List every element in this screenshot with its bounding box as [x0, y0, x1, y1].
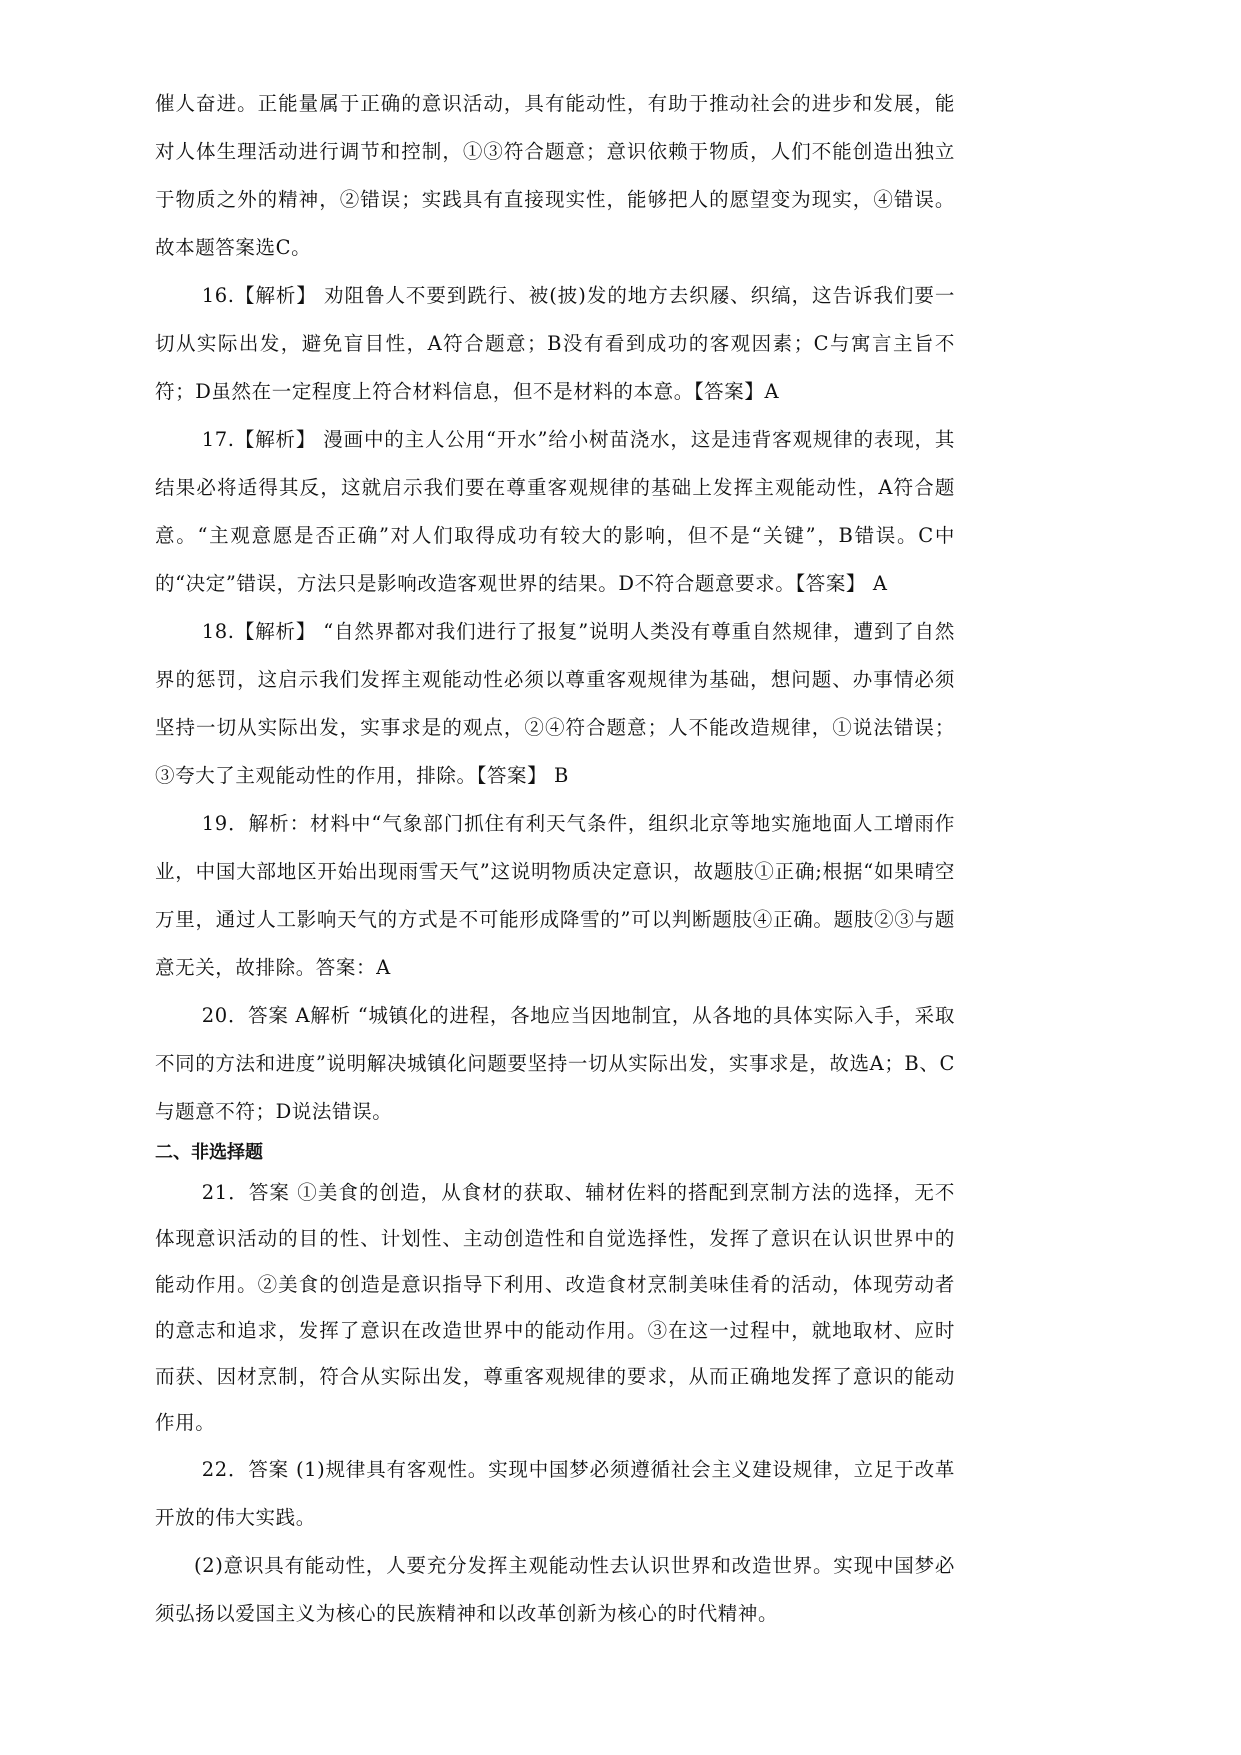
answer-15-continuation: 催人奋进。正能量属于正确的意识活动，具有能动性，有助于推动社会的进步和发展，能对人体生理活动进行调节和控制，①③符合题意；意识依赖于物质，人们不能创造出独立于物质之外的精神，②错误；实践具有直接现实性，能够把人的愿望变为现实，④错误。故本题答案选C。 — [155, 92, 955, 259]
answer-22-part-2: (2)意识具有能动性，人要充分发挥主观能动性去认识世界和改造世界。实现中国梦必须弘扬以爱国主义为核心的民族精神和以改革创新为核心的时代精神。 — [155, 1554, 955, 1625]
answer-18: 18.【解析】 “自然界都对我们进行了报复”说明人类没有尊重自然规律，遭到了自然界的惩罚，这启示我们发挥主观能动性必须以尊重客观规律为基础，想问题、办事情必须坚持一切从实际出发，实事求是的观点，②④符合题意；人不能改造规律，①说法错误；③夸大了主观能动性的作用，排除。【答案】 B — [155, 620, 955, 787]
answer-22-part-1: 22．答案 (1)规律具有客观性。实现中国梦必须遵循社会主义建设规律，立足于改革开放的伟大实践。 — [155, 1458, 955, 1529]
answer-21: 21．答案 ①美食的创造，从食材的获取、辅材佐料的搭配到烹制方法的选择，无不体现意识活动的目的性、计划性、主动创造性和自觉选择性，发挥了意识在认识世界中的能动作用。②美食的创造是意识指导下利用、改造食材烹制美味佳肴的活动，体现劳动者的意志和追求，发挥了意识在改造世界中的能动作用。③在这一过程中，就地取材、应时而获、因材烹制，符合从实际出发，尊重客观规律的要求，从而正确地发挥了意识的能动作用。 — [155, 1181, 955, 1434]
answer-17: 17.【解析】 漫画中的主人公用“开水”给小树苗浇水，这是违背客观规律的表现，其结果必将适得其反，这就启示我们要在尊重客观规律的基础上发挥主观能动性，A符合题意。“主观意愿是否正确”对人们取得成功有较大的影响，但不是“关键”，B错误。C中的“决定”错误，方法只是影响改造客观世界的结果。D不符合题意要求。【答案】 A — [155, 428, 955, 595]
answer-19: 19．解析：材料中“气象部门抓住有利天气条件，组织北京等地实施地面人工增雨作业，中国大部地区开始出现雨雪天气”这说明物质决定意识，故题肢①正确;根据“如果晴空万里，通过人工影响天气的方式是不可能形成降雪的”可以判断题肢④正确。题肢②③与题意无关，故排除。答案：A — [155, 812, 955, 979]
section-heading: 二、非选择题 — [155, 1142, 263, 1163]
answer-20: 20．答案 A解析 “城镇化的进程，各地应当因地制宜，从各地的具体实际入手，采取不同的方法和进度”说明解决城镇化问题要坚持一切从实际出发，实事求是，故选A；B、C与题意不符；D说法错误。 — [155, 1004, 955, 1123]
answer-16: 16.【解析】 劝阻鲁人不要到跣行、被(披)发的地方去织屦、织缟，这告诉我们要一切从实际出发，避免盲目性，A符合题意；B没有看到成功的客观因素；C与寓言主旨不符；D虽然在一定程度上符合材料信息，但不是材料的本意。【答案】A — [155, 284, 955, 403]
